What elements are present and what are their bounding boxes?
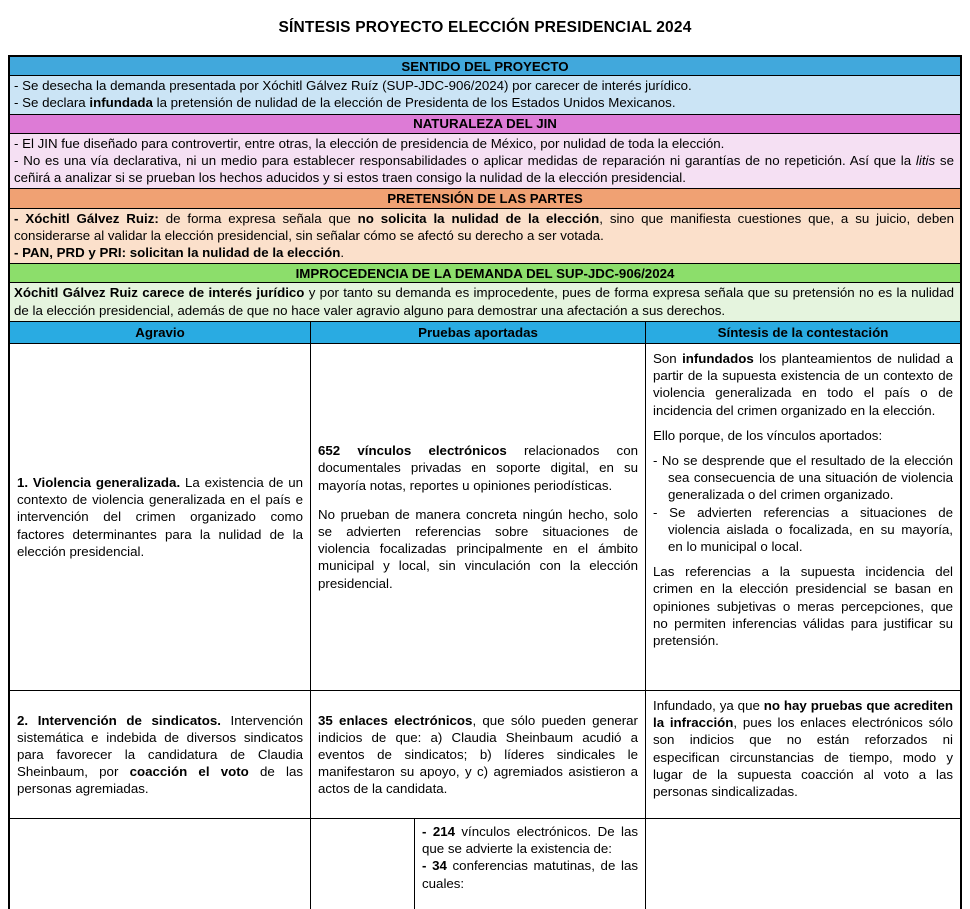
section-improcedencia-body: Xóchitl Gálvez Ruiz carece de interés jurídico y por tanto su demanda es improcedente, pues de forma expresa señala que su pretensión no es la nulidad de la elección presidencial, además de que no hace valer agravio alguno para demostrar una afectación a sus derechos.: [10, 283, 960, 321]
table-column-headers: [10, 322, 960, 344]
cell-pruebas-1: 652 vínculos electrónicos relacionados con documentales privadas en soporte digital, en su mayoría notas, reportes u opiniones periodísticas. No prueban de manera concreta ningún hecho, solo se advierten referencias sobre situaciones de violencia focalizadas principalmente en el ámbito municipal y local, sin vinculación con la elección presidencial.: [310, 344, 645, 690]
column-header-agravio: Agravio: [135, 324, 185, 340]
table-row: [10, 344, 960, 691]
cell-contestacion-3: [645, 819, 960, 909]
section-sentido-body: - Se desecha la demanda presentada por Xóchitl Gálvez Ruíz (SUP-JDC-906/2024) por carecer de interés jurídico. - Se declara infundada la pretensión de nulidad de la elección de Presidenta de los Estados Unidos Mexicanos.: [10, 76, 960, 114]
cell-agravio-3: [10, 819, 310, 909]
section-naturaleza-header: NATURALEZA DEL JIN: [10, 115, 960, 134]
section-improcedencia-header: IMPROCEDENCIA DE LA DEMANDA DEL SUP-JDC-906/2024: [10, 264, 960, 283]
cell-pruebas-3-left: [311, 819, 414, 909]
section-pretension-header: PRETENSIÓN DE LAS PARTES: [10, 189, 960, 208]
table-row: [10, 691, 960, 819]
column-header-pruebas: Pruebas aportadas: [310, 322, 645, 343]
cell-pruebas-3: [310, 819, 645, 909]
document-title: SÍNTESIS PROYECTO ELECCIÓN PRESIDENCIAL 2024: [278, 18, 692, 36]
column-header-contestacion: Síntesis de la contestación: [645, 322, 960, 343]
cell-pruebas-2: 35 enlaces electrónicos, que sólo pueden generar indicios de que: a) Claudia Sheinbaum acudió a eventos de sindicatos; b) líderes sindicales le manifestaron su apoyo, y c) agremiados asistieron a actos de la candidata.: [310, 691, 645, 818]
section-pretension-body: - Xóchitl Gálvez Ruiz: de forma expresa señala que no solicita la nulidad de la elección, sino que manifiesta cuestiones que, a su juicio, deben considerarse al validar la elección presidencial, sin señalar cómo se afectó su derecho a ser votada. - PAN, PRD y PRI: solicitan la nulidad de la elección.: [10, 209, 960, 265]
cell-agravio-2: 2. Intervención de sindicatos. Intervención sistemática e indebida de diversos sindicatos para favorecer la candidatura de Claudia Sheinbaum, por coacción el voto de las personas agremiadas.: [17, 712, 303, 797]
cell-contestacion-1: Son infundados los planteamientos de nulidad a partir de la supuesta existencia de un contexto de violencia generalizada en todo el país o de incidencia del crimen organizado en la elección. Ello porque, de los vínculos aportados: - No se desprende que el resultado de la elección sea consecuencia de una situación de violencia generalizada o del crimen organizado. - Se advierten referencias a situaciones de violencia aislada o focalizada, en su mayoría, en lo municipal o local. Las referencias a la supuesta incidencia del crimen en la elección presidencial se basan en opiniones subjetivas o meras percepciones, que no permiten inferencias válidas para justificar su pretensión.: [645, 344, 960, 690]
table-row: [10, 819, 960, 909]
section-sentido-header: SENTIDO DEL PROYECTO: [10, 57, 960, 76]
cell-pruebas-3-right: - 214 vínculos electrónicos. De las que se advierte la existencia de: - 34 conferencias matutinas, de las cuales:: [414, 819, 645, 909]
cell-agravio-1: 1. Violencia generalizada. La existencia de un contexto de violencia generalizada en el país e intervención del crimen organizado como factores determinantes para la nulidad de la elección presidencial.: [17, 475, 303, 559]
section-naturaleza-body: - El JIN fue diseñado para controvertir, entre otras, la elección de presidencia de México, por nulidad de toda la elección. - No es una vía declarativa, ni un medio para establecer responsabilidades o aplicar medidas de reparación ni garantías de no repetición. Así que la litis se ceñirá a analizar si se prueban los hechos aducidos y si estos traen consigo la nulidad de la elección presidencial.: [10, 134, 960, 190]
cell-contestacion-2: Infundado, ya que no hay pruebas que acrediten la infracción, pues los enlaces electrónicos sólo son indicios que no están reforzados ni especifican circunstancias de tiempo, modo y lugar de la supuesta coacción al voto a las personas sindicalizadas.: [645, 691, 960, 818]
summary-table: [8, 55, 962, 909]
